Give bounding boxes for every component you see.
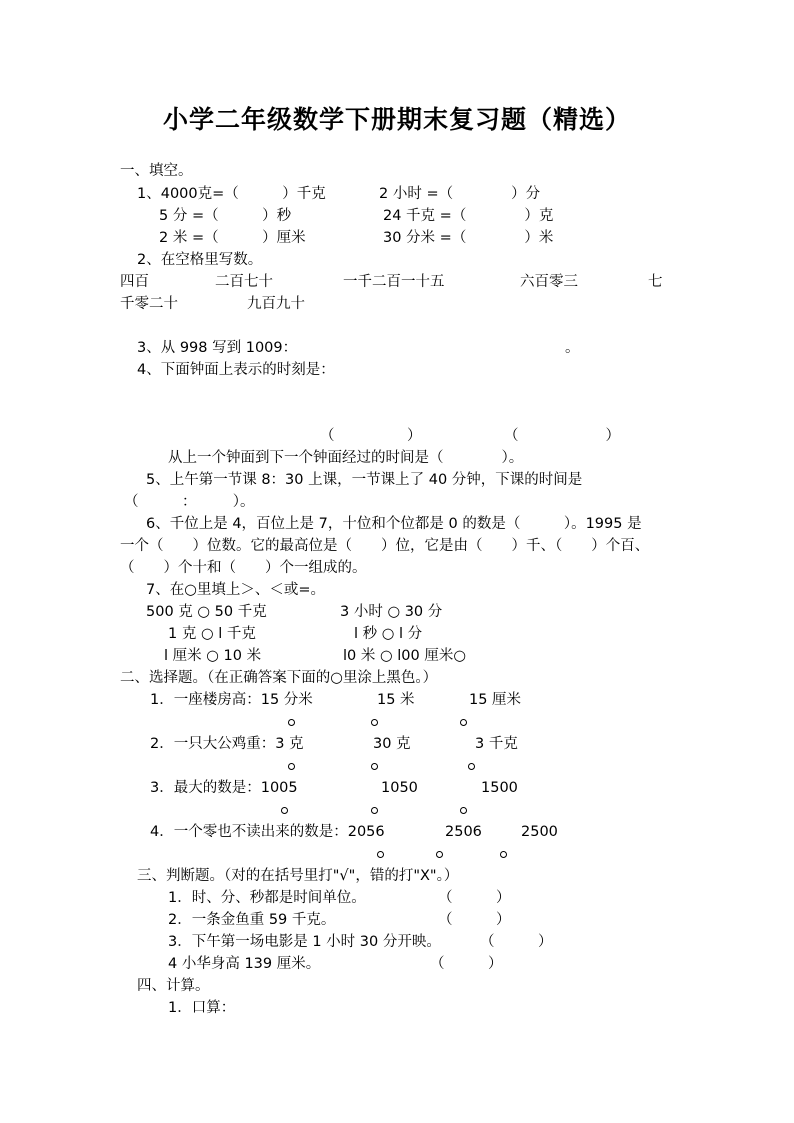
section-calc-heading: 四、计算。 xyxy=(137,978,210,994)
choice-q1-bubble-1[interactable] xyxy=(288,719,295,726)
judge-q2-paren: （ ） xyxy=(438,912,511,928)
q2-word-4: 六百零三 xyxy=(520,274,578,290)
section-judge-heading: 三、判断题。（对的在括号里打"√"，错的打"X"。） xyxy=(137,868,459,884)
q4-paren-2: （ ） xyxy=(504,428,620,444)
q1-row1-left: 1、4000克=（ ）千克 xyxy=(137,186,326,202)
judge-q1-paren: （ ） xyxy=(438,890,511,906)
q1-row3-right: 30 分米 =（ ）米 xyxy=(383,230,554,246)
q1-row3-left: 2 米 =（ ）厘米 xyxy=(159,230,306,246)
choice-q2-bubble-2[interactable] xyxy=(371,763,378,770)
judge-q3-paren: （ ） xyxy=(480,934,553,950)
choice-q3-bubble-3[interactable] xyxy=(460,807,467,814)
judge-q4: 4 小华身高 139 厘米。 xyxy=(168,956,321,972)
judge-q2: 2．一条金鱼重 59 千克。 xyxy=(168,912,336,928)
choice-q2-option-3: 3 千克 xyxy=(475,736,518,752)
q7-a1: 500 克 ○ 50 千克 xyxy=(146,604,267,620)
choice-q4-bubble-2[interactable] xyxy=(436,851,443,858)
q4-paren-1: （ ） xyxy=(320,428,422,444)
choice-q1-bubble-2[interactable] xyxy=(371,719,378,726)
choice-q4-bubble-3[interactable] xyxy=(500,851,507,858)
q2-word-5-part2: 千零二十 xyxy=(120,296,178,312)
choice-q2: 2．一只大公鸡重：3 克 xyxy=(150,736,304,752)
judge-q4-paren: （ ） xyxy=(430,956,503,972)
choice-q3-option-2: 1050 xyxy=(381,780,418,796)
q7-c2: l0 米 ○ l00 厘米○ xyxy=(343,648,466,664)
q5-line2: （ ： ）。 xyxy=(124,494,255,510)
q4-elapsed-line: 从上一个钟面到下一个钟面经过的时间是（ ）。 xyxy=(168,450,524,466)
q7-b2: l 秒 ○ l 分 xyxy=(354,626,423,642)
choice-q4-bubble-1[interactable] xyxy=(377,851,384,858)
choice-q1-bubble-3[interactable] xyxy=(460,719,467,726)
choice-q1-option-2: 15 米 xyxy=(377,692,415,708)
q7-c1: l 厘米 ○ 10 米 xyxy=(164,648,262,664)
q6-line2: 一个（ ）位数。它的最高位是（ ）位，它是由（ ）千、（ ）个百、 xyxy=(120,538,650,554)
q3-text: 3、从 998 写到 1009： xyxy=(137,340,298,356)
choice-q1-option-3: 15 厘米 xyxy=(469,692,522,708)
q3-end: 。 xyxy=(565,340,580,356)
q1-row1-right: 2 小时 =（ ）分 xyxy=(379,186,541,202)
q5-line1: 5、上午第一节课 8：30 上课，一节课上了 40 分钟，下课的时间是 xyxy=(146,472,583,488)
choice-q2-option-2: 30 克 xyxy=(373,736,411,752)
q2-word-6: 九百九十 xyxy=(247,296,305,312)
choice-q4: 4．一个零也不读出来的数是：2056 xyxy=(150,824,385,840)
choice-q4-option-2: 2506 xyxy=(445,824,482,840)
judge-q3: 3．下午第一场电影是 1 小时 30 分开映。 xyxy=(168,934,441,950)
q2-word-5-part1: 七 xyxy=(648,274,663,290)
q7-label: 7、在○里填上＞、＜或=。 xyxy=(146,582,326,598)
choice-q1: 1．一座楼房高：15 分米 xyxy=(150,692,313,708)
q6-line1: 6、千位上是 4，百位上是 7，十位和个位都是 0 的数是（ ）。1995 是 xyxy=(146,516,642,532)
calc-q1: 1．口算： xyxy=(168,1000,236,1016)
section-choice-heading: 二、选择题。（在正确答案下面的○里涂上黑色。） xyxy=(120,670,438,686)
q2-label: 2、在空格里写数。 xyxy=(137,252,263,268)
choice-q2-bubble-3[interactable] xyxy=(468,763,475,770)
section-fill-heading: 一、填空。 xyxy=(120,163,193,179)
q4-label: 4、下面钟面上表示的时刻是： xyxy=(137,362,335,378)
q6-line3: （ ）个十和（ ）个一组成的。 xyxy=(120,560,367,576)
q2-word-3: 一千二百一十五 xyxy=(343,274,445,290)
choice-q3-bubble-1[interactable] xyxy=(281,807,288,814)
choice-q3: 3．最大的数是：1005 xyxy=(150,780,298,796)
choice-q3-option-3: 1500 xyxy=(481,780,518,796)
choice-q4-option-3: 2500 xyxy=(521,824,558,840)
choice-q3-bubble-2[interactable] xyxy=(371,807,378,814)
page-title: 小学二年级数学下册期末复习题（精选） xyxy=(162,105,631,134)
judge-q1: 1．时、分、秒都是时间单位。 xyxy=(168,890,366,906)
q1-row2-left: 5 分 =（ ）秒 xyxy=(159,208,292,224)
q1-row2-right: 24 千克 =（ ）克 xyxy=(383,208,554,224)
q7-a2: 3 小时 ○ 30 分 xyxy=(340,604,443,620)
q2-word-1: 四百 xyxy=(120,274,149,290)
q2-word-2: 二百七十 xyxy=(215,274,273,290)
choice-q2-bubble-1[interactable] xyxy=(288,763,295,770)
q7-b1: 1 克 ○ l 千克 xyxy=(168,626,256,642)
